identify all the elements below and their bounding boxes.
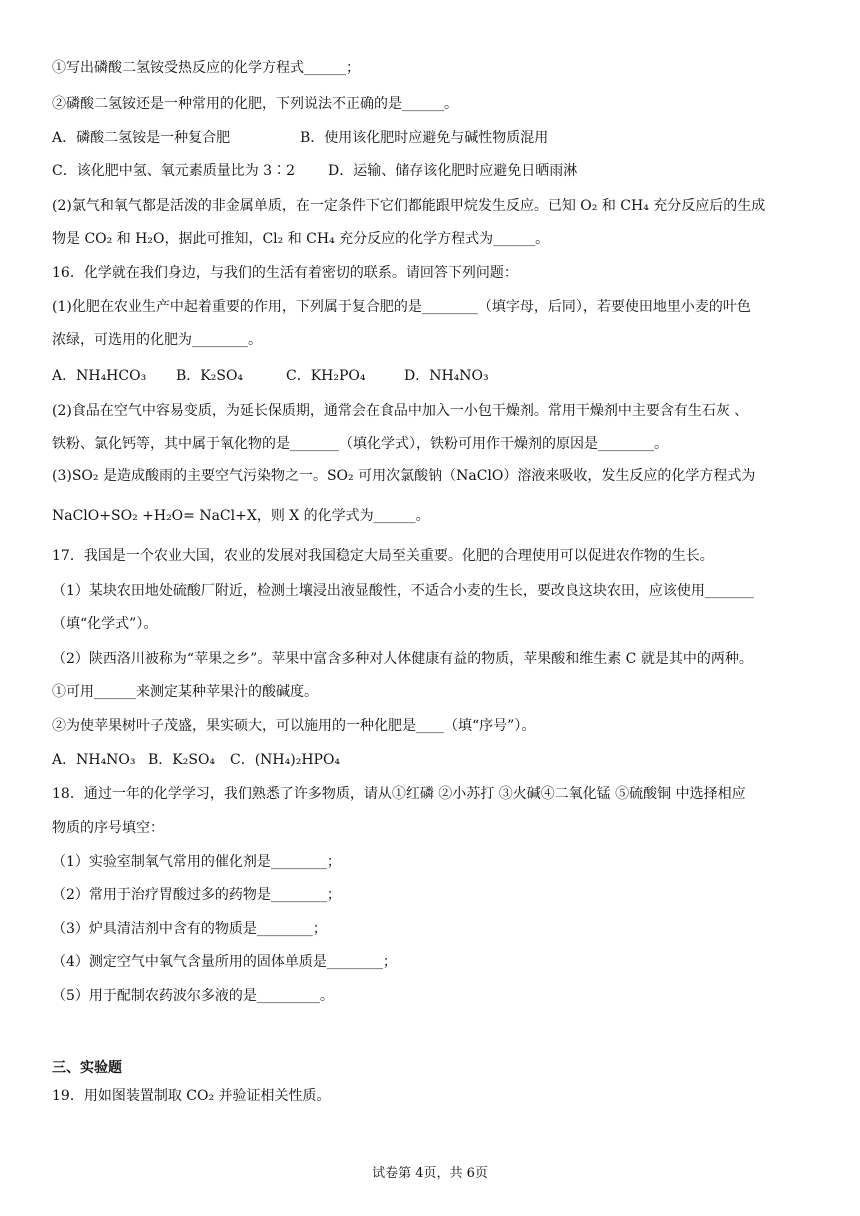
option-b: B．K₂SO₄: [176, 368, 244, 384]
text-line: (2)食品在空气中容易变质，为延长保质期，通常会在食品中加入一小包干燥剂。常用干燥剂中主要含有生石灰 、: [52, 403, 749, 419]
text-line: 物质的序号填空：: [52, 820, 164, 836]
text-line: （2）常用于治疗胃酸过多的药物是________；: [52, 887, 341, 903]
text-line: （2）陕西洛川被称为“苹果之乡”。苹果中富含多种对人体健康有益的物质，苹果酸和维生素 C 就是其中的两种。: [52, 651, 753, 667]
option-d: D．运输、储存该化肥时应避免日晒雨淋: [328, 163, 578, 179]
option-c: C．该化肥中氢、氧元素质量比为 3∶2: [52, 163, 295, 179]
text-line: (3)SO₂ 是造成酸雨的主要空气污染物之一。SO₂ 可用次氯酸钠（NaClO）溶液来吸收，发生反应的化学方程式为: [52, 468, 756, 484]
option-d: D．NH₄NO₃: [404, 368, 489, 384]
question-17: 17．我国是一个农业大国，农业的发展对我国稳定大局至关重要。化肥的合理使用可以促进农作物的生长。: [52, 548, 714, 564]
text-line: （4）测定空气中氧气含量所用的固体单质是________；: [52, 954, 397, 970]
text-line: ①写出磷酸二氢铵受热反应的化学方程式______；: [52, 60, 360, 76]
text-line: ①可用______来测定某种苹果汁的酸碱度。: [52, 684, 318, 700]
text-line: (1)化肥在农业生产中起着重要的作用，下列属于复合肥的是________（填字母，后同），若要使田地里小麦的叶色: [52, 299, 751, 315]
option-b: B．使用该化肥时应避免与碱性物质混用: [300, 130, 549, 146]
option-c: C．(NH₄)₂HPO₄: [230, 752, 341, 768]
text-line: 铁粉、氯化钙等，其中属于氧化物的是_______（填化学式），铁粉可用作干燥剂的原因是________。: [52, 436, 668, 452]
options-row: [52, 750, 820, 770]
question-18: 18．通过一年的化学学习，我们熟悉了许多物质，请从①红磷 ②小苏打 ③火碱④二氧化锰 ⑤硫酸铜 中选择相应: [52, 786, 746, 802]
text-line: (2)氯气和氧气都是活泼的非金属单质，在一定条件下它们都能跟甲烷发生反应。已知 O₂ 和 CH₄ 充分反应后的生成: [52, 198, 766, 214]
text-line: ②为使苹果树叶子茂盛，果实硕大，可以施用的一种化肥是____（填“序号”）。: [52, 718, 536, 734]
equation-line: NaClO+SO₂ +H₂O= NaCl+X，则 X 的化学式为______。: [52, 508, 430, 524]
options-row: [52, 366, 820, 386]
text-line: 浓绿，可选用的化肥为________。: [52, 332, 262, 348]
question-16: 16．化学就在我们身边，与我们的生活有着密切的联系。请回答下列问题：: [52, 265, 518, 281]
option-b: B．K₂SO₄: [148, 752, 216, 768]
text-line: （3）炉具清洁剂中含有的物质是________；: [52, 921, 327, 937]
option-c: C．KH₂PO₄: [286, 368, 366, 384]
text-line: （填“化学式”）。: [52, 616, 158, 632]
text-line: （1）实验室制氧气常用的催化剂是________；: [52, 854, 341, 870]
page-footer: 试卷第 4页，共 6页: [372, 1166, 488, 1181]
section-heading: 三、实验题: [52, 1060, 122, 1076]
question-19: 19．用如图装置制取 CO₂ 并验证相关性质。: [52, 1088, 331, 1104]
options-row: [52, 128, 820, 148]
option-a: A．磷酸二氢铵是一种复合肥: [52, 130, 231, 146]
option-a: A．NH₄NO₃: [52, 752, 136, 768]
text-line: 物是 CO₂ 和 H₂O，据此可推知，Cl₂ 和 CH₄ 充分反应的化学方程式为______。: [52, 231, 550, 247]
text-line: （5）用于配制农药波尔多液的是_________。: [52, 988, 334, 1004]
options-row: [52, 161, 820, 181]
option-a: A．NH₄HCO₃: [52, 368, 147, 384]
text-line: ②磷酸二氢铵还是一种常用的化肥，下列说法不正确的是______。: [52, 96, 458, 112]
text-line: （1）某块农田地处硫酸厂附近，检测土壤浸出液显酸性，不适合小麦的生长，要改良这块农田，应该使用_______: [52, 583, 754, 599]
